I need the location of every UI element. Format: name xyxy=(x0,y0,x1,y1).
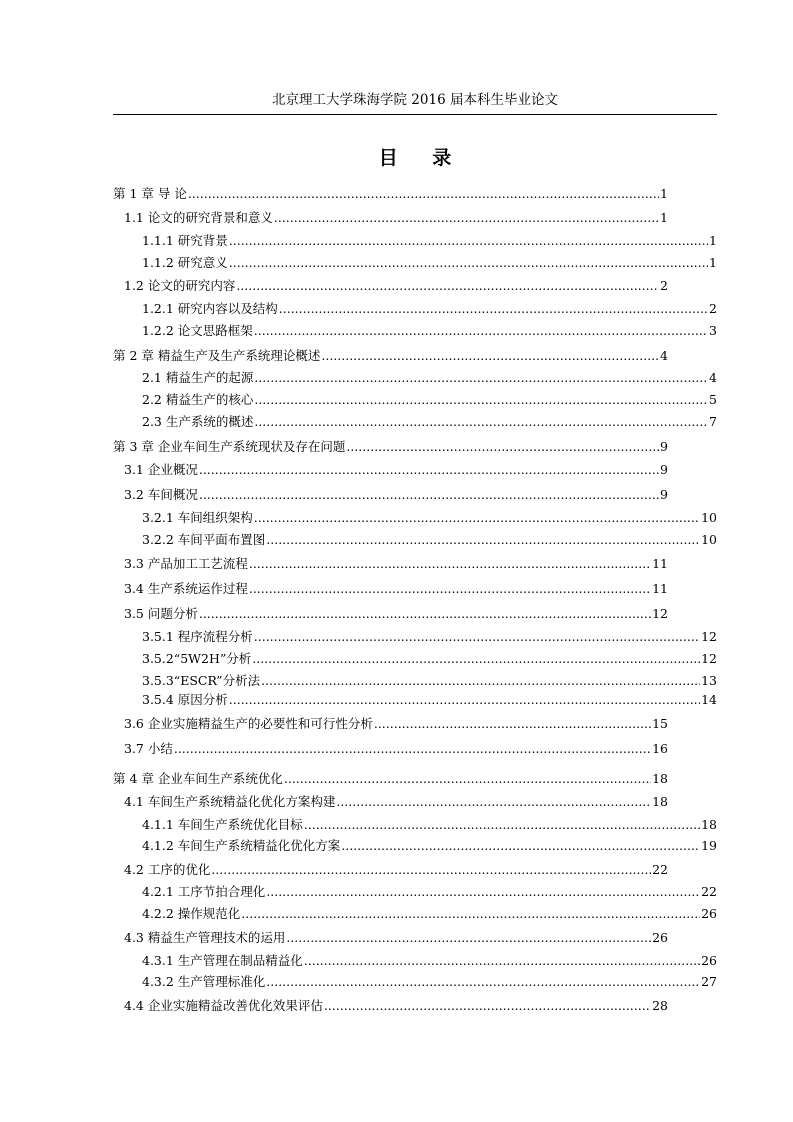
toc-entry-label: 1.2.1 研究内容以及结构 xyxy=(142,301,278,316)
toc-entry-page: 9 xyxy=(660,439,668,454)
toc-entry[interactable] xyxy=(142,629,717,645)
toc-entry-page: 26 xyxy=(701,953,717,968)
toc-entry-page: 7 xyxy=(709,414,717,429)
toc-entry-label: 1.1 论文的研究背景和意义 xyxy=(124,210,273,225)
toc-entry-page: 1 xyxy=(660,186,668,201)
leader-dots xyxy=(374,716,651,732)
toc-entry-page: 10 xyxy=(701,532,717,547)
toc-entry[interactable] xyxy=(142,510,717,526)
toc-entry-page: 28 xyxy=(652,998,668,1013)
toc-entry-label: 3.5.1 程序流程分析 xyxy=(142,629,253,644)
leader-dots xyxy=(286,930,651,946)
toc-entry-page: 9 xyxy=(660,462,668,477)
toc-entry-page: 10 xyxy=(701,510,717,525)
toc-entry-label: 4.1.2 车间生产系统精益化优化方案 xyxy=(142,838,341,853)
toc-entry-page: 13 xyxy=(701,673,717,688)
toc-entry[interactable] xyxy=(142,651,717,667)
toc-entry-label: 3.2.2 车间平面布置图 xyxy=(142,532,266,547)
toc-entry-label: 3.6 企业实施精益生产的必要性和可行性分析 xyxy=(124,716,373,731)
toc-entry[interactable] xyxy=(142,301,717,317)
toc-entry[interactable] xyxy=(124,487,668,503)
leader-dots xyxy=(284,771,651,787)
toc-entry[interactable] xyxy=(124,556,668,572)
toc-entry-label: 4.2.1 工序节拍合理化 xyxy=(142,884,266,899)
leader-dots xyxy=(274,210,659,226)
toc-entry-page: 12 xyxy=(652,606,668,621)
toc-entry[interactable] xyxy=(142,673,717,689)
toc-entry[interactable] xyxy=(142,884,717,900)
leader-dots xyxy=(341,838,700,854)
toc-entry[interactable] xyxy=(124,278,668,294)
toc-entry-label: 第 2 章 精益生产及生产系统理论概述 xyxy=(113,348,321,363)
toc-entry-page: 11 xyxy=(652,556,668,571)
toc-entry-page: 4 xyxy=(660,348,668,363)
toc-entry-label: 3.3 产品加工工艺流程 xyxy=(124,556,248,571)
toc-entry-page: 1 xyxy=(660,210,668,225)
toc-entry-page: 26 xyxy=(652,930,668,945)
toc-entry-label: 4.2.2 操作规范化 xyxy=(142,906,241,921)
toc-entry-page: 5 xyxy=(709,392,717,407)
toc-entry-page: 27 xyxy=(701,974,717,989)
toc-entry[interactable] xyxy=(142,817,717,833)
toc-entry[interactable] xyxy=(124,930,668,946)
leader-dots xyxy=(254,629,700,645)
toc-entry-label: 4.1 车间生产系统精益化优化方案构建 xyxy=(124,794,336,809)
toc-entry-page: 18 xyxy=(652,794,668,809)
toc-entry-page: 4 xyxy=(709,370,717,385)
toc-entry-label: 3.5.2“5W2H”分析 xyxy=(142,651,252,666)
toc-entry-page: 12 xyxy=(701,629,717,644)
page-header: 北京理工大学珠海学院 2016 届本科生毕业论文 xyxy=(113,90,717,115)
toc-entry-label: 第 4 章 企业车间生产系统优化 xyxy=(113,771,283,786)
toc-entry-page: 3 xyxy=(709,323,717,338)
toc-entry[interactable] xyxy=(124,862,668,878)
leader-dots xyxy=(321,348,659,364)
toc-entry[interactable] xyxy=(142,255,717,271)
leader-dots xyxy=(236,278,659,294)
leader-dots xyxy=(266,974,700,990)
toc-entry[interactable] xyxy=(142,392,717,408)
toc-entry-page: 11 xyxy=(652,581,668,596)
toc-entry[interactable] xyxy=(124,998,668,1014)
toc-entry-label: 3.5.3“ESCR”分析法 xyxy=(142,673,261,688)
toc-entry-label: 1.2 论文的研究内容 xyxy=(124,278,236,293)
toc-entry[interactable] xyxy=(124,210,668,226)
toc-entry-page: 9 xyxy=(660,487,668,502)
toc-entry-page: 22 xyxy=(701,884,717,899)
leader-dots xyxy=(188,186,659,202)
toc-title: 目 录 xyxy=(378,147,466,169)
toc-entry-label: 1.1.2 研究意义 xyxy=(142,255,228,270)
leader-dots xyxy=(174,741,651,757)
toc-entry[interactable] xyxy=(113,771,668,787)
toc-entry[interactable] xyxy=(124,462,668,478)
toc-entry[interactable] xyxy=(142,233,717,249)
toc-entry-label: 3.5.4 原因分析 xyxy=(142,692,228,707)
leader-dots xyxy=(199,606,651,622)
toc-entry-page: 18 xyxy=(652,771,668,786)
toc-entry[interactable] xyxy=(113,348,668,364)
toc-entry[interactable] xyxy=(124,716,668,732)
leader-dots xyxy=(346,439,659,455)
leader-dots xyxy=(254,392,708,408)
toc-entry[interactable] xyxy=(142,323,717,339)
toc-entry[interactable] xyxy=(142,692,717,708)
leader-dots xyxy=(324,998,651,1014)
toc-entry-page: 26 xyxy=(701,906,717,921)
leader-dots xyxy=(304,817,700,833)
toc-entry-label: 3.1 企业概况 xyxy=(124,462,198,477)
leader-dots xyxy=(249,581,651,597)
toc-entry[interactable] xyxy=(113,439,668,455)
toc-entry-label: 4.2 工序的优化 xyxy=(124,862,211,877)
leader-dots xyxy=(249,556,651,572)
toc-entry-label: 1.2.2 论文思路框架 xyxy=(142,323,253,338)
toc-entry-label: 4.3 精益生产管理技术的运用 xyxy=(124,930,286,945)
leader-dots xyxy=(279,301,708,317)
toc-entry-label: 第 1 章 导 论 xyxy=(113,186,187,201)
toc-entry[interactable] xyxy=(142,906,717,922)
toc-entry-label: 4.3.1 生产管理在制品精益化 xyxy=(142,953,303,968)
toc-entry-page: 2 xyxy=(660,278,668,293)
leader-dots xyxy=(304,953,700,969)
toc-entry-label: 4.4 企业实施精益改善优化效果评估 xyxy=(124,998,323,1013)
toc-entry-page: 18 xyxy=(701,817,717,832)
toc-entry[interactable] xyxy=(142,953,717,969)
leader-dots xyxy=(241,906,700,922)
leader-dots xyxy=(266,532,700,548)
toc-entry-label: 2.3 生产系统的概述 xyxy=(142,414,254,429)
toc-entry-label: 3.2.1 车间组织架构 xyxy=(142,510,253,525)
toc-entry[interactable] xyxy=(142,838,717,854)
leader-dots xyxy=(199,487,659,503)
leader-dots xyxy=(199,462,659,478)
toc-entry-label: 3.5 问题分析 xyxy=(124,606,198,621)
toc-entry[interactable] xyxy=(124,606,668,622)
toc-entry-label: 4.3.2 生产管理标准化 xyxy=(142,974,266,989)
toc-entry-label: 2.2 精益生产的核心 xyxy=(142,392,254,407)
toc-entry[interactable] xyxy=(124,794,668,810)
leader-dots xyxy=(211,862,651,878)
toc-entry-page: 1 xyxy=(709,255,717,270)
toc-entry-page: 19 xyxy=(701,838,717,853)
toc-entry[interactable] xyxy=(142,370,717,386)
leader-dots xyxy=(229,255,708,271)
toc-entry-page: 2 xyxy=(709,301,717,316)
toc-entry-page: 15 xyxy=(652,716,668,731)
toc-entry-label: 3.7 小结 xyxy=(124,741,173,756)
toc-entry[interactable] xyxy=(142,532,717,548)
leader-dots xyxy=(254,370,708,386)
toc-entry-label: 2.1 精益生产的起源 xyxy=(142,370,254,385)
toc-entry[interactable] xyxy=(142,974,717,990)
toc-entry-page: 14 xyxy=(701,692,717,707)
toc-entry-page: 12 xyxy=(701,651,717,666)
toc-entry[interactable] xyxy=(124,741,668,757)
leader-dots xyxy=(336,794,651,810)
leader-dots xyxy=(261,673,700,689)
leader-dots xyxy=(254,323,708,339)
toc-entry-page: 16 xyxy=(652,741,668,756)
toc-entry-label: 3.2 车间概况 xyxy=(124,487,198,502)
leader-dots xyxy=(266,884,700,900)
toc-entry[interactable] xyxy=(113,186,668,202)
toc-entry[interactable] xyxy=(142,414,717,430)
toc-entry[interactable] xyxy=(124,581,668,597)
leader-dots xyxy=(254,510,700,526)
leader-dots xyxy=(229,233,708,249)
toc-entry-label: 1.1.1 研究背景 xyxy=(142,233,228,248)
toc-entry-label: 3.4 生产系统运作过程 xyxy=(124,581,248,596)
toc-entry-page: 1 xyxy=(709,233,717,248)
leader-dots xyxy=(254,414,708,430)
toc-entry-label: 4.1.1 车间生产系统优化目标 xyxy=(142,817,303,832)
toc-entry-page: 22 xyxy=(652,862,668,877)
leader-dots xyxy=(252,651,700,667)
leader-dots xyxy=(229,692,700,708)
toc-entry-label: 第 3 章 企业车间生产系统现状及存在问题 xyxy=(113,439,346,454)
